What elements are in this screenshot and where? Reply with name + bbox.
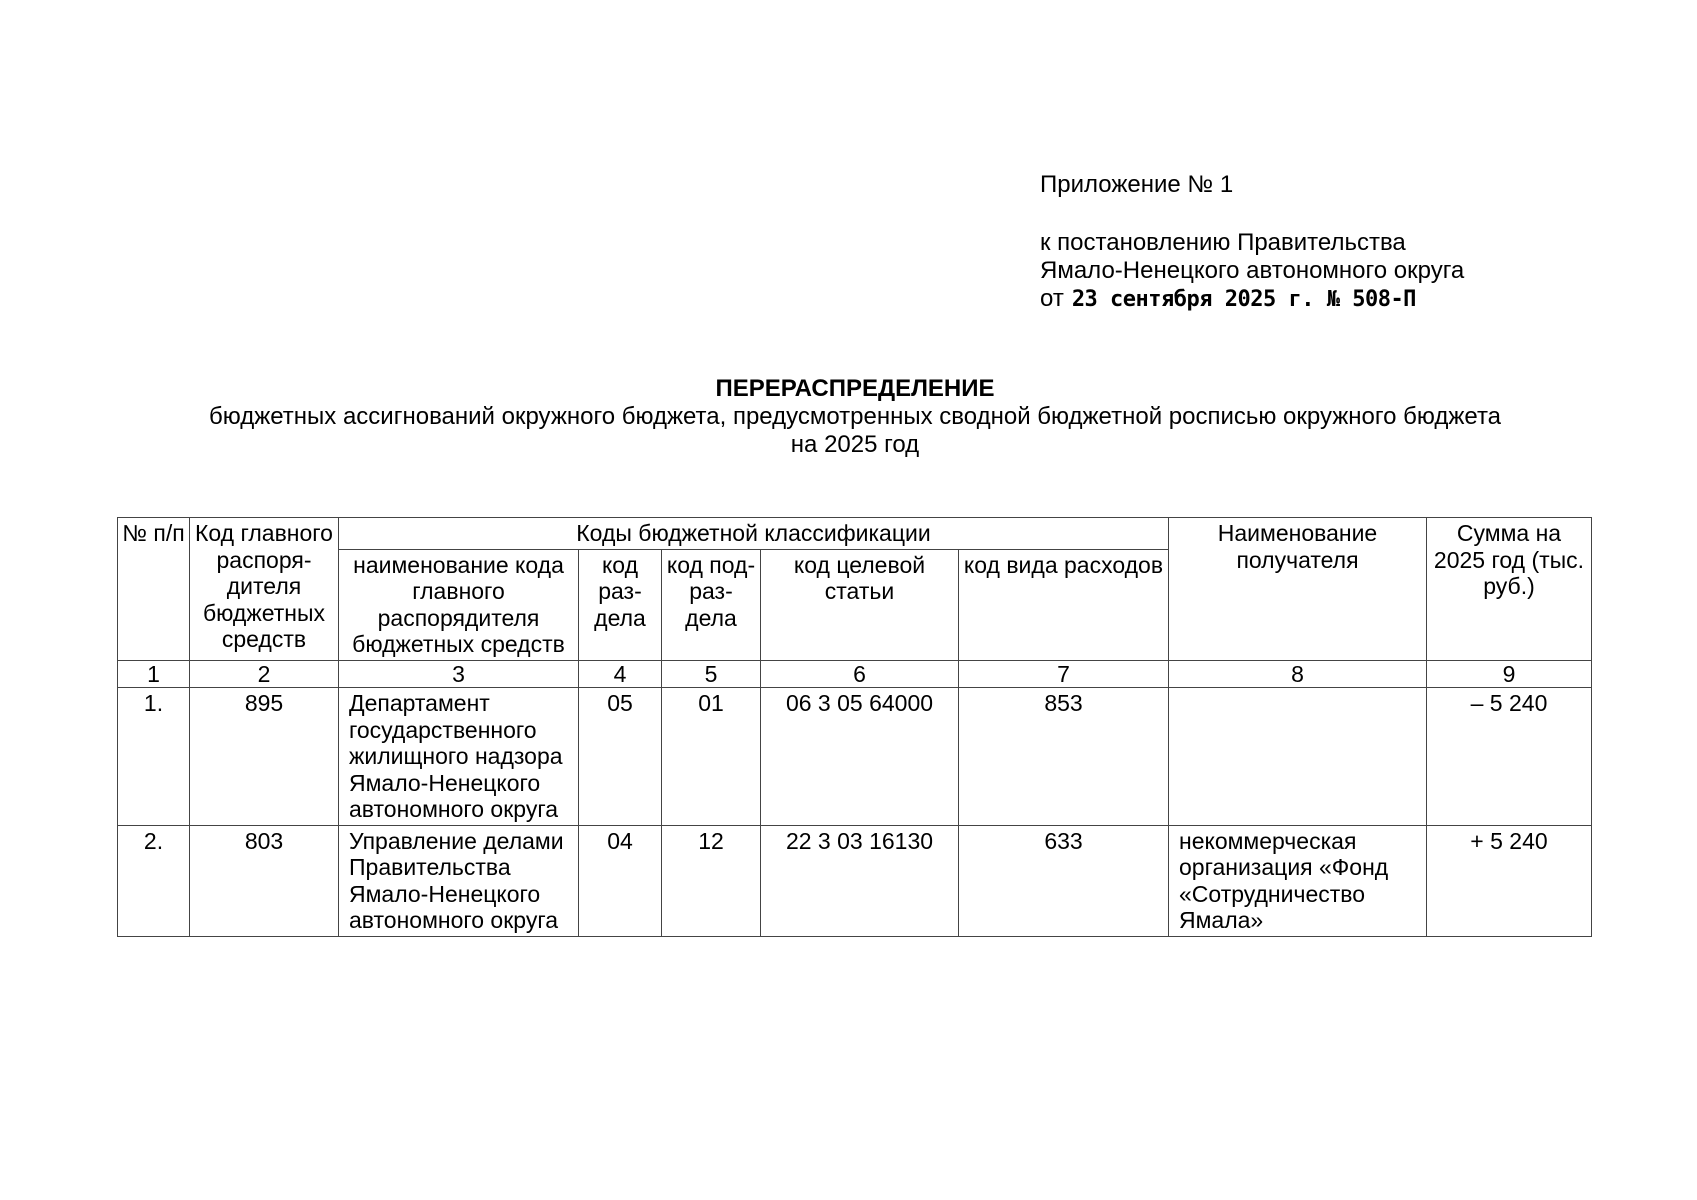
appendix-date-line bbox=[1040, 285, 1464, 314]
row-target: 22 3 03 16130 bbox=[761, 825, 959, 936]
document-subtitle-line-2: на 2025 год bbox=[790, 431, 920, 458]
row-num: 1. bbox=[118, 688, 190, 826]
column-number: 3 bbox=[339, 660, 579, 688]
column-number: 7 bbox=[959, 660, 1169, 688]
column-numbers-row bbox=[118, 660, 1592, 688]
appendix-label: Приложение № 1 bbox=[1040, 171, 1234, 198]
table-row bbox=[118, 688, 1592, 826]
header-expense-type: код вида расходов bbox=[959, 549, 1169, 660]
row-gl-code: 803 bbox=[190, 825, 339, 936]
row-num: 2. bbox=[118, 825, 190, 936]
row-recipient bbox=[1169, 688, 1427, 826]
column-number: 6 bbox=[761, 660, 959, 688]
row-amount: – 5 240 bbox=[1427, 688, 1592, 826]
row-subsection: 12 bbox=[662, 825, 761, 936]
header-target: код целевой статьи bbox=[761, 549, 959, 660]
date-prefix: от bbox=[1040, 285, 1064, 312]
column-number: 9 bbox=[1427, 660, 1592, 688]
row-amount: + 5 240 bbox=[1427, 825, 1592, 936]
row-target: 06 3 05 64000 bbox=[761, 688, 959, 826]
row-gl-code: 895 bbox=[190, 688, 339, 826]
row-expense-type: 853 bbox=[959, 688, 1169, 826]
header-num: № п/п bbox=[118, 518, 190, 661]
document-heading bbox=[120, 375, 1590, 459]
column-number: 2 bbox=[190, 660, 339, 688]
appendix-line-1: к постановлению Правительства bbox=[1040, 229, 1406, 256]
header-subsection: код под-раз-дела bbox=[662, 549, 761, 660]
row-gl-name: Департамент государственного жилищного надзора Ямало-Ненецкого автономного округа bbox=[339, 688, 579, 826]
column-number: 4 bbox=[579, 660, 662, 688]
header-budget-codes: Коды бюджетной классификации bbox=[339, 518, 1169, 550]
row-expense-type: 633 bbox=[959, 825, 1169, 936]
header-gl-name: наименование кода главного распорядителя бюджетных средств bbox=[339, 549, 579, 660]
table-row bbox=[118, 825, 1592, 936]
appendix-block bbox=[1040, 171, 1464, 314]
header-amount: Сумма на 2025 год (тыс. руб.) bbox=[1427, 518, 1592, 661]
row-recipient: некоммерческая организация «Фонд «Сотрудничество Ямала» bbox=[1169, 825, 1427, 936]
row-subsection: 01 bbox=[662, 688, 761, 826]
document-title: ПЕРЕРАСПРЕДЕЛЕНИЕ bbox=[715, 375, 995, 402]
row-section: 05 bbox=[579, 688, 662, 826]
header-section: код раз-дела bbox=[579, 549, 662, 660]
row-section: 04 bbox=[579, 825, 662, 936]
column-number: 1 bbox=[118, 660, 190, 688]
column-number: 5 bbox=[662, 660, 761, 688]
appendix-line-2: Ямало-Ненецкого автономного округа bbox=[1040, 257, 1465, 284]
header-gl-code: Код главного распоря-дителя бюджетных средств bbox=[190, 518, 339, 661]
document-subtitle-line-1: бюджетных ассигнований окружного бюджета, предусмотренных сводной бюджетной росписью окружного бюджета bbox=[208, 403, 1502, 430]
column-number: 8 bbox=[1169, 660, 1427, 688]
reallocation-table bbox=[117, 517, 1592, 937]
header-recipient: Наименование получателя bbox=[1169, 518, 1427, 661]
row-gl-name: Управление делами Правительства Ямало-Ненецкого автономного округа bbox=[339, 825, 579, 936]
header-row-1 bbox=[118, 518, 1592, 550]
decree-date-number: 23 сентября 2025 г. № 508-П bbox=[1071, 287, 1416, 312]
